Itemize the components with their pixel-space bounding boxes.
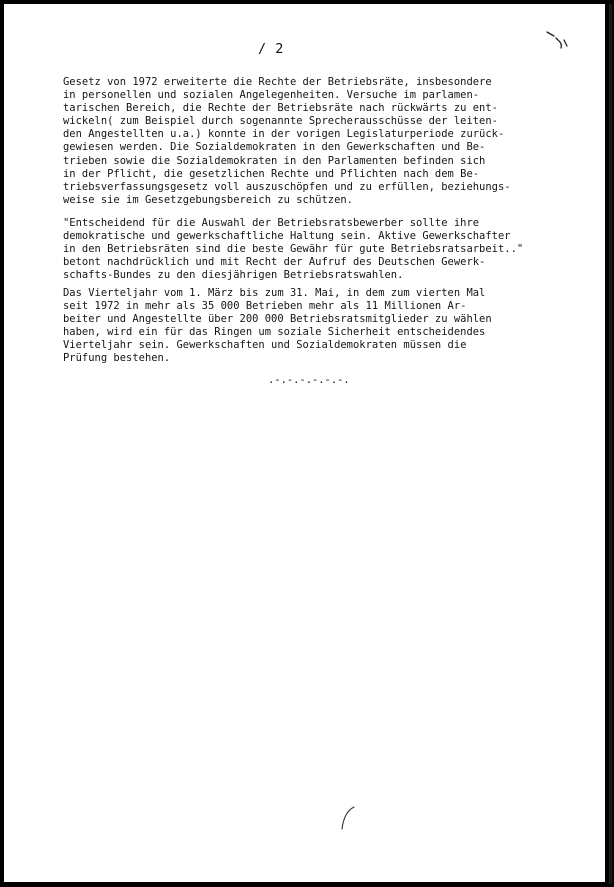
line: trieben sowie die Sozialdemokraten in den Parlamenten befinden sich	[63, 154, 486, 167]
line: demokratische und gewerkschaftliche Haltung sein. Aktive Gewerkschafter	[63, 230, 511, 243]
line: tarischen Bereich, die Rechte der Betriebsräte nach rückwärts zu ent-	[63, 102, 498, 115]
document-page	[4, 4, 605, 882]
page-number: / 2	[258, 41, 284, 57]
paragraph-3	[63, 287, 492, 366]
line: den Angestellten u.a.) konnte in der vorigen Legislaturperiode zurück-	[63, 128, 505, 141]
line: haben, wird ein für das Ringen um soziale Sicherheit entscheidendes	[63, 326, 486, 339]
line: in der Pflicht, die gesetzlichen Rechte und Pflichten nach dem Be-	[63, 167, 480, 180]
line: triebsverfassungsgesetz voll auszuschöpfen und zu erfüllen, beziehungs-	[63, 180, 511, 193]
line: wickeln( zum Beispiel durch sogenannte Sprecherausschüsse der leiten-	[63, 115, 498, 128]
line: in personellen und sozialen Angelegenheiten. Versuche im parlamen-	[63, 89, 480, 102]
line: seit 1972 in mehr als 35 000 Betrieben mehr als 11 Millionen Ar-	[63, 300, 467, 313]
paragraph-2	[63, 217, 523, 282]
stray-pen-mark-icon	[338, 804, 358, 832]
line: Das Vierteljahr vom 1. März bis zum 31. Mai, in dem zum vierten Mal	[63, 287, 486, 299]
line: schafts-Bundes zu den diesjährigen Betriebsratswahlen.	[63, 269, 404, 282]
line: Gesetz von 1972 erweiterte die Rechte der Betriebsräte, insbesondere	[63, 76, 492, 88]
line: beiter und Angestellte über 200 000 Betriebsratsmitglieder zu wählen	[63, 313, 492, 326]
line: in den Betriebsräten sind die beste Gewähr für gute Betriebsratsarbeit.."	[63, 243, 524, 256]
corner-pen-mark-icon	[545, 29, 569, 53]
line: weise sie im Gesetzgebungsbereich zu schützen.	[63, 193, 353, 206]
line: "Entscheidend für die Auswahl der Betriebsratsbewerber sollte ihre	[63, 217, 480, 229]
line: Vierteljahr sein. Gewerkschaften und Sozialdemokraten müssen die	[63, 339, 467, 352]
scan-edge-shadow	[609, 4, 612, 884]
line: gewiesen werden. Die Sozialdemokraten in den Gewerkschaften und Be-	[63, 141, 486, 154]
section-separator: .-.-.-.-.-.-.	[268, 374, 350, 386]
line: Prüfung bestehen.	[63, 352, 171, 365]
line: betont nachdrücklich und mit Recht der Aufruf des Deutschen Gewerk-	[63, 256, 486, 269]
paragraph-1	[63, 76, 511, 207]
